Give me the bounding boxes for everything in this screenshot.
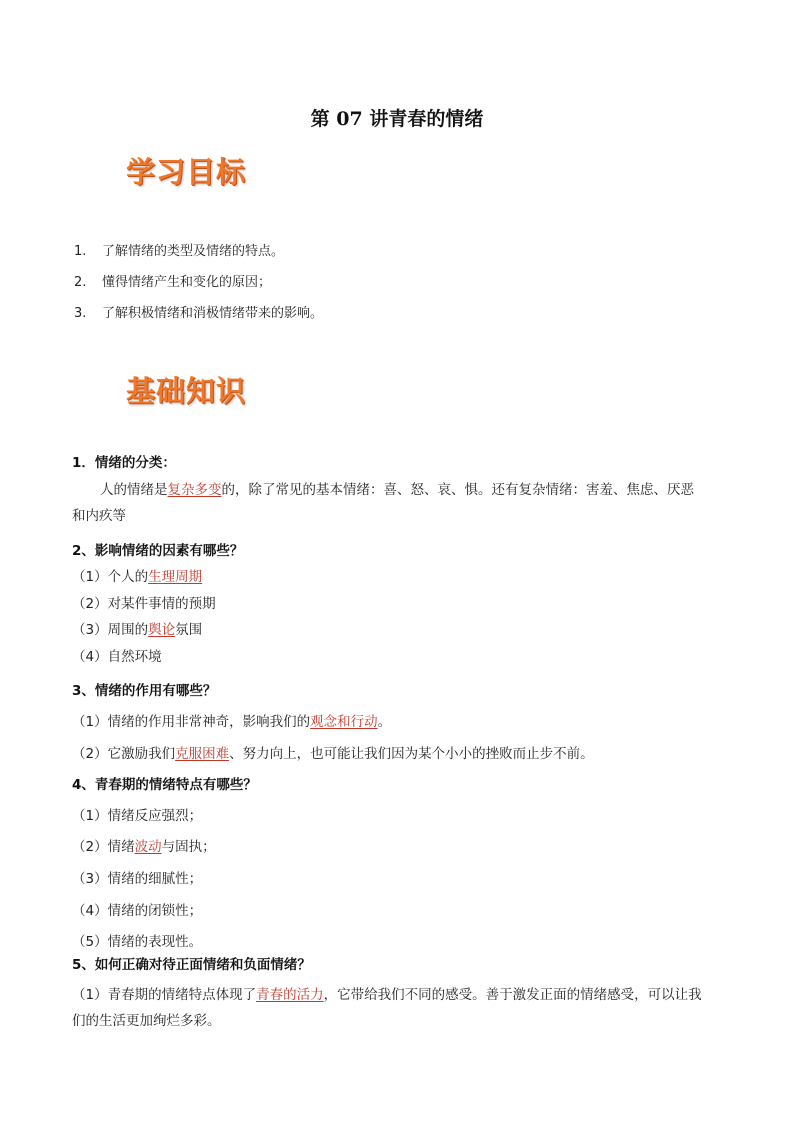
question-heading-2: 2、影响情绪的因素有哪些？ — [72, 543, 244, 559]
goal-item — [74, 271, 271, 290]
question-heading-3: 3、情绪的作用有哪些？ — [72, 683, 217, 699]
key-term: 生理周期 — [148, 569, 203, 585]
list-item — [72, 618, 202, 638]
text-span: （1）情绪的作用非常神奇，影响我们的 — [72, 714, 311, 730]
list-item — [72, 835, 216, 855]
paragraph-line — [100, 478, 694, 498]
text-span: 的，除了常见的基本情绪：喜、怒、哀、惧。还有复杂情绪：害羞、焦虑、厌恶 — [221, 482, 694, 498]
list-item: （5）情绪的表现性。 — [72, 934, 203, 950]
question-heading-1: 1．情绪的分类： — [72, 455, 176, 471]
key-term: 克服困难 — [175, 746, 230, 762]
section-heading-knowledge: 基础知识 — [126, 374, 247, 408]
list-item: （4）情绪的闭锁性； — [72, 903, 203, 919]
list-item — [72, 983, 702, 1003]
text-span: 、努力向上，也可能让我们因为某个小小的挫败而止步不前。 — [229, 746, 594, 762]
list-item — [72, 742, 594, 762]
paragraph-line: 和内疚等 — [72, 508, 126, 524]
text-span: （2）情绪 — [72, 839, 135, 855]
goal-number: 1. — [74, 244, 87, 259]
key-term: 舆论 — [148, 622, 176, 638]
goal-text: 了解情绪的类型及情绪的特点。 — [102, 244, 285, 259]
section-heading-goals: 学习目标 — [126, 155, 247, 189]
text-span: 人的情绪是 — [100, 482, 168, 498]
key-term: 观念和行动 — [310, 714, 378, 730]
key-term: 波动 — [134, 839, 162, 855]
text-span: ，它带给我们不同的感受。善于激发正面的情绪感受，可以让我 — [323, 987, 702, 1003]
list-item: （2）对某件事情的预期 — [72, 596, 216, 612]
text-span: （1）青春期的情绪特点体现了 — [72, 987, 257, 1003]
text-span: 与固执； — [161, 839, 216, 855]
key-term: 青春的活力 — [256, 987, 324, 1003]
text-span: 。 — [377, 714, 392, 730]
goal-text: 了解积极情绪和消极情绪带来的影响。 — [102, 306, 324, 321]
list-item: （1）情绪反应强烈； — [72, 808, 203, 824]
question-heading-5: 5、如何正确对待正面情绪和负面情绪？ — [72, 957, 311, 973]
key-term: 复杂多变 — [167, 482, 222, 498]
text-span: （1）个人的 — [72, 569, 149, 585]
paragraph-line: 们的生活更加绚烂多彩。 — [72, 1013, 221, 1029]
text-span: 氛围 — [175, 622, 203, 638]
goal-number: 3. — [74, 306, 87, 321]
question-heading-4: 4、青春期的情绪特点有哪些？ — [72, 777, 257, 793]
goal-number: 2. — [74, 275, 87, 290]
goal-text: 懂得情绪产生和变化的原因； — [102, 275, 272, 290]
list-item: （4）自然环境 — [72, 649, 162, 665]
list-item: （3）情绪的细腻性； — [72, 871, 203, 887]
goal-item — [74, 240, 284, 259]
text-span: （3）周围的 — [72, 622, 149, 638]
goal-item — [74, 302, 323, 321]
text-span: （2）它激励我们 — [72, 746, 176, 762]
document-title: 第 07 讲青春的情绪 — [310, 108, 484, 130]
list-item — [72, 710, 391, 730]
list-item — [72, 565, 202, 585]
